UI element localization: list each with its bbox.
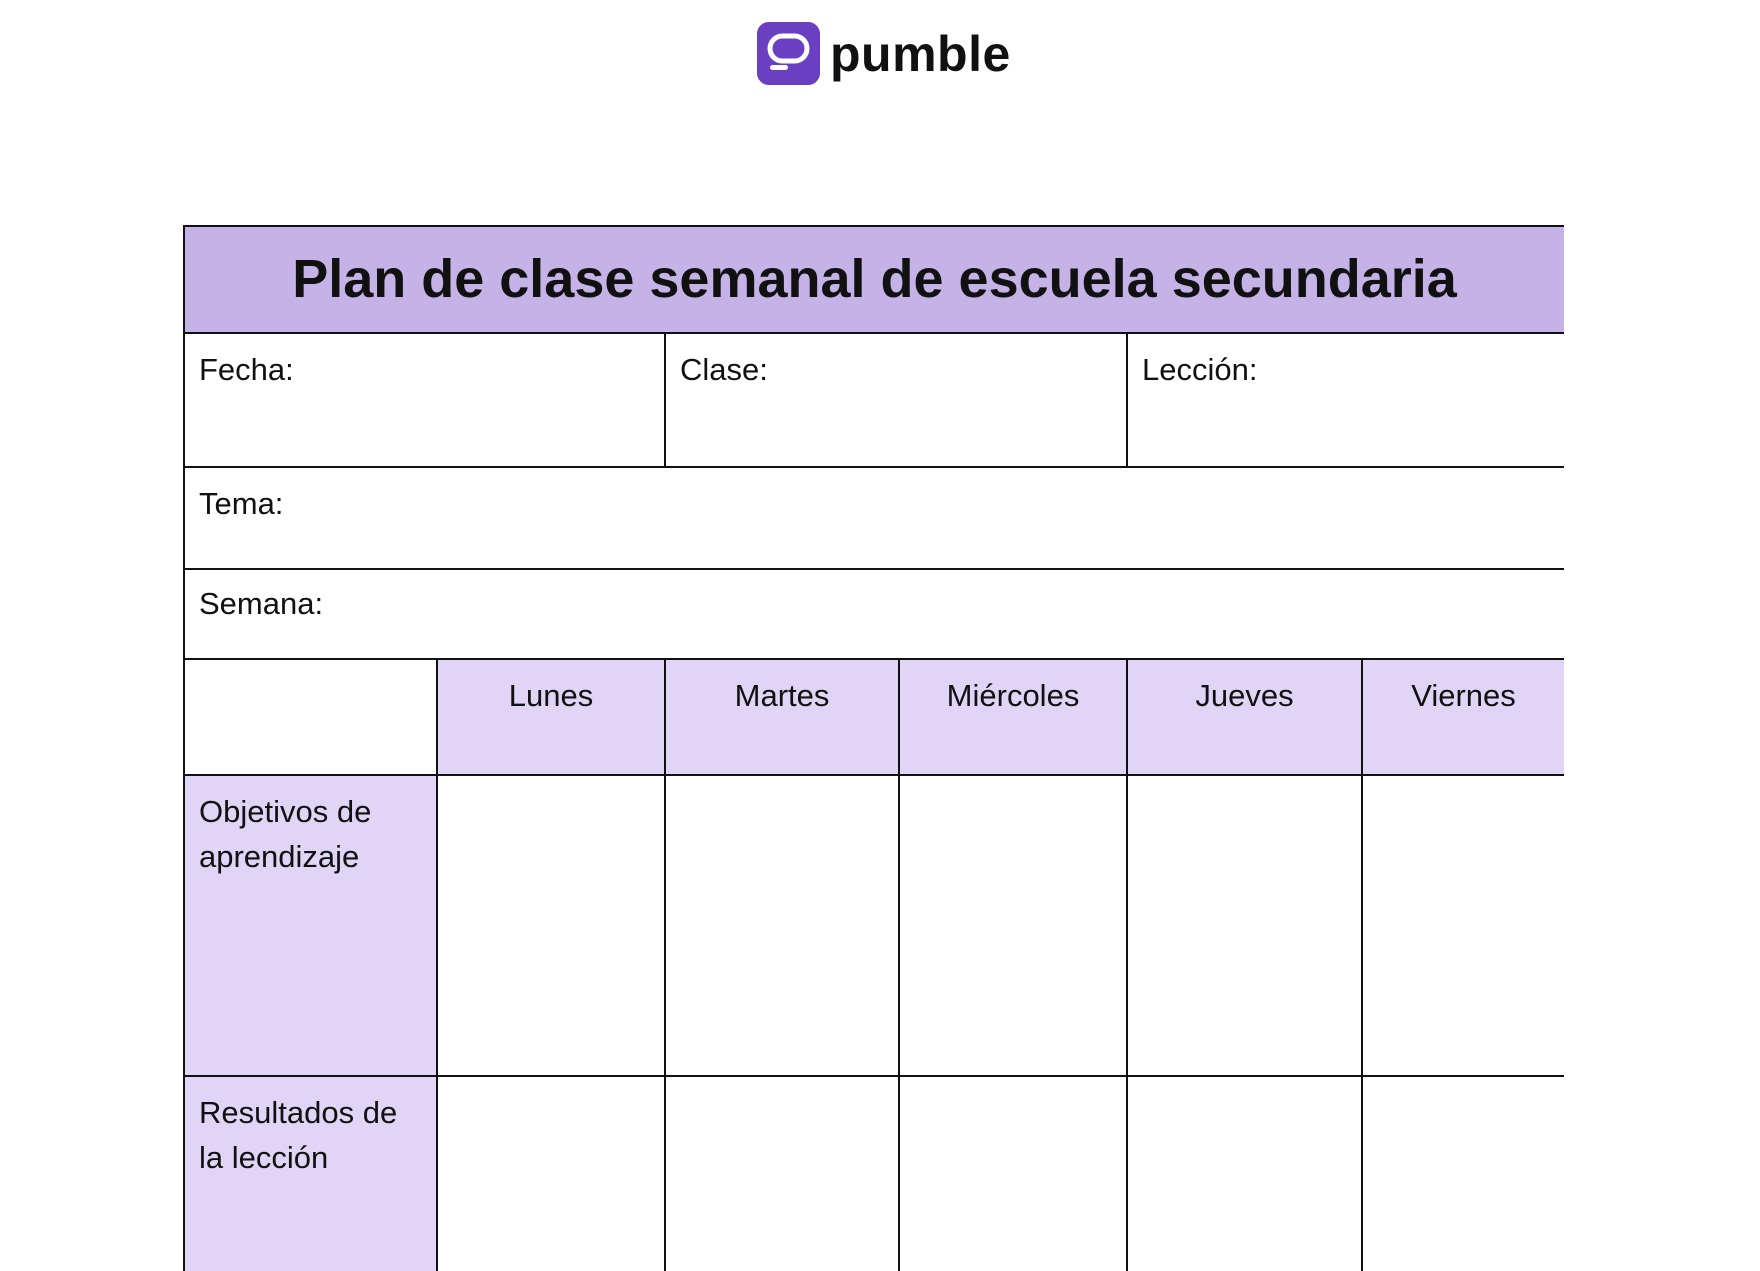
day-header-viernes: Viernes (1362, 659, 1564, 775)
lesson-plan-table (183, 225, 1564, 1271)
corner-cell (184, 659, 437, 775)
resultados-miercoles-cell[interactable] (899, 1076, 1127, 1271)
day-header-martes: Martes (665, 659, 899, 775)
row-label-resultados: Resultados de la lección (184, 1076, 437, 1271)
resultados-viernes-cell[interactable] (1362, 1076, 1564, 1271)
pumble-logo (757, 22, 1011, 85)
day-header-jueves: Jueves (1127, 659, 1362, 775)
semana-field[interactable] (184, 569, 1564, 659)
lesson-plan-sheet (183, 225, 1564, 1271)
clase-field[interactable] (665, 333, 1127, 467)
tema-field[interactable] (184, 467, 1564, 569)
leccion-field[interactable] (1127, 333, 1564, 467)
brand-name: pumble (830, 25, 1011, 82)
semana-label: Semana: (199, 586, 324, 621)
objetivos-martes-cell[interactable] (665, 775, 899, 1076)
objetivos-miercoles-cell[interactable] (899, 775, 1127, 1076)
row-label-objetivos: Objetivos de aprendizaje (184, 775, 437, 1076)
clase-label: Clase: (680, 352, 768, 387)
resultados-jueves-cell[interactable] (1127, 1076, 1362, 1271)
fecha-label: Fecha: (199, 352, 294, 387)
resultados-martes-cell[interactable] (665, 1076, 899, 1271)
objetivos-viernes-cell[interactable] (1362, 775, 1564, 1076)
document-title: Plan de clase semanal de escuela secundaria (184, 226, 1564, 333)
day-header-miercoles: Miércoles (899, 659, 1127, 775)
pumble-logo-icon (757, 22, 820, 85)
fecha-field[interactable] (184, 333, 665, 467)
resultados-lunes-cell[interactable] (437, 1076, 665, 1271)
objetivos-jueves-cell[interactable] (1127, 775, 1362, 1076)
tema-label: Tema: (199, 486, 284, 521)
objetivos-lunes-cell[interactable] (437, 775, 665, 1076)
day-header-lunes: Lunes (437, 659, 665, 775)
leccion-label: Lección: (1142, 352, 1258, 387)
